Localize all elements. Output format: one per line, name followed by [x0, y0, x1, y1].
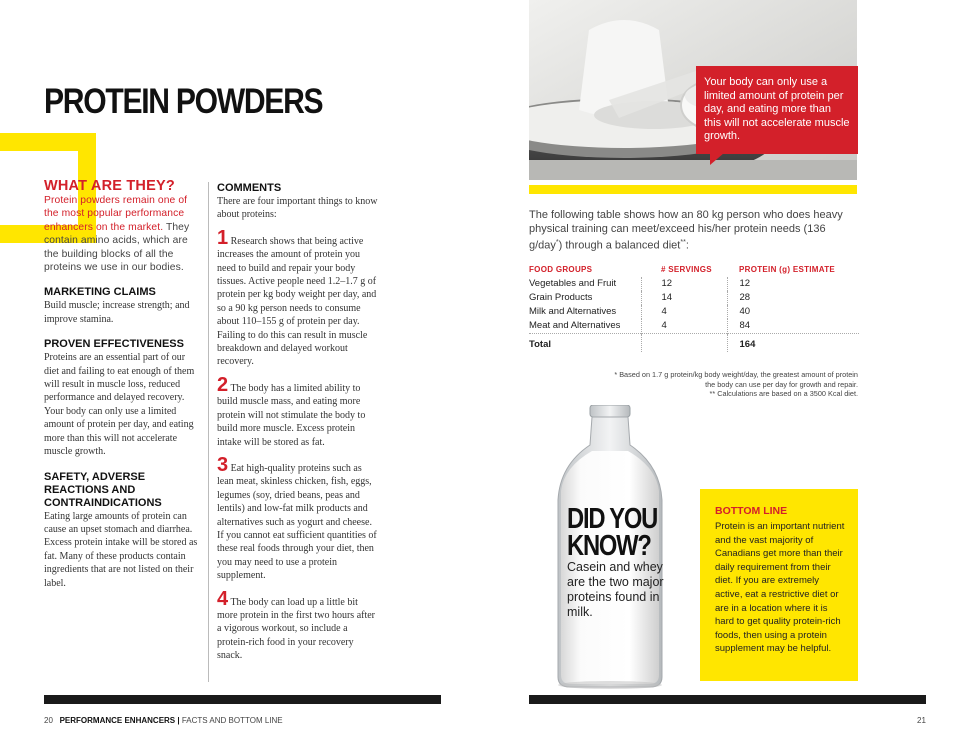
- left-column: [44, 178, 202, 590]
- cell-protein: 84: [727, 319, 859, 334]
- comment-text: Research shows that being active increases the amount of protein you need to build and repair your body tissues. Active people need 1.2–1.7 g of protein per kg body weight per day, and so a 90 kg person needs to consume about 110–155 g of protein per day. Failing to do this can result in muscle breakdown and delayed workout recovery.: [217, 235, 377, 368]
- table-intro-footnote-mark: *: [555, 239, 559, 246]
- did-you-know-line2: KNOW?: [567, 530, 651, 562]
- comment-number: 3: [217, 453, 229, 476]
- proven-effectiveness-heading: PROVEN EFFECTIVENESS: [44, 338, 184, 351]
- header-food-groups: FOOD GROUPS: [529, 265, 593, 274]
- table-row: [529, 305, 859, 319]
- bottom-line-heading: BOTTOM LINE: [715, 505, 788, 517]
- comment-item: [217, 373, 380, 449]
- cell-protein: 12: [727, 277, 859, 291]
- cell-food-group: Milk and Alternatives: [529, 306, 617, 317]
- cell-food-group: Vegetables and Fruit: [529, 278, 617, 289]
- comment-text: The body has a limited ability to build muscle mass, and eating more protein will not stimulate the body to build more muscle. Excess protein intake will be stored as fat.: [217, 382, 366, 448]
- table-intro: [529, 209, 859, 253]
- right-footer-bar: [529, 695, 926, 704]
- cell-servings: 4: [641, 305, 727, 319]
- table-row: [529, 291, 859, 305]
- did-you-know-text: Casein and whey are the two major proteins found in milk.: [567, 560, 664, 619]
- what-are-they-heading: WHAT ARE THEY?: [44, 178, 175, 194]
- cell-food-group: Grain Products: [529, 292, 593, 303]
- comment-item: [217, 587, 380, 663]
- footer-separator: |: [177, 716, 180, 725]
- cell-protein: 28: [727, 291, 859, 305]
- comments-column: [208, 182, 380, 682]
- proven-effectiveness-text: Proteins are an essential part of our diet and failing to eat enough of them will result in muscle loss, reduced performance and delayed recovery. Your body can only use a limited amount of protein per day, and eating more than this will not accelerate muscle growth.: [44, 352, 195, 458]
- page-number-left: 20: [44, 716, 53, 725]
- comments-heading: COMMENTS: [217, 182, 282, 194]
- safety-text: Eating large amounts of protein can cause an upset stomach and diarrhea. Excess protein intake will be stored as fat. Many of these products contain ingredients that are not listed on their label.: [44, 510, 198, 589]
- header-protein-estimate: PROTEIN (g) ESTIMATE: [739, 265, 836, 274]
- footer-section: PERFORMANCE ENHANCERS: [59, 716, 176, 725]
- comment-text: The body can load up a little bit more protein in the first two hours after a vigorous workout, so include a protein-rich food in your recovery snack.: [217, 596, 376, 662]
- left-footer: [44, 716, 283, 725]
- what-are-they-highlight: Protein powders remain one of the most popular performance enhancers on the market.: [44, 195, 188, 233]
- cell-food-group: Meat and Alternatives: [529, 320, 621, 331]
- page-number-right: 21: [917, 716, 926, 725]
- comment-number: 4: [217, 587, 229, 610]
- red-callout-box: Your body can only use a limited amount of protein per day, and eating more than this will not accelerate muscle growth.: [696, 66, 858, 154]
- did-you-know-line1: DID YOU: [567, 503, 658, 535]
- what-are-they-body: They contain amino acids, which are the building blocks of all the proteins we use in our bodies.: [44, 221, 190, 274]
- table-total-row: [529, 334, 859, 353]
- table-row: [529, 319, 859, 334]
- table-intro-text: The following table shows how an 80 kg person who does heavy physical training can meet/exceed his/her protein needs (136 g/day: [529, 209, 843, 252]
- left-footer-bar: [44, 695, 441, 704]
- table-intro-colon: :: [685, 239, 689, 252]
- protein-table: [529, 263, 859, 352]
- callout-tail: [710, 153, 724, 165]
- page-title: PROTEIN POWDERS: [44, 82, 323, 121]
- marketing-claims-heading: MARKETING CLAIMS: [44, 286, 156, 299]
- cell-servings: 12: [641, 277, 727, 291]
- bottom-line-text: Protein is an important nutrient and the vast majority of Canadians get more than their daily requirement from their diet. If you are extremely active, eat a restrictive diet or are in a location where it is hard to get quality protein-rich foods, then using a protein supplement may be helpful.: [715, 521, 845, 655]
- header-servings: # SERVINGS: [661, 265, 712, 274]
- comment-item: [217, 453, 380, 583]
- yellow-divider: [529, 185, 857, 194]
- did-you-know-title: [567, 503, 658, 562]
- comment-number: 1: [217, 226, 229, 249]
- cell-servings: 4: [641, 319, 727, 334]
- comment-number: 2: [217, 373, 229, 396]
- footer-subsection: FACTS AND BOTTOM LINE: [181, 716, 283, 725]
- footnote-1: * Based on 1.7 g protein/kg body weight/day, the greatest amount of protein the body can use per day for growth and repair.: [614, 370, 858, 389]
- what-are-they-text: [44, 194, 202, 274]
- total-label: Total: [529, 334, 641, 353]
- table-header-row: [529, 263, 859, 277]
- comments-intro: There are four important things to know about proteins:: [217, 196, 378, 221]
- table-row: [529, 277, 859, 291]
- total-servings: [641, 334, 727, 353]
- marketing-claims-text: Build muscle; increase strength; and improve stamina.: [44, 300, 190, 325]
- comment-text: Eat high-quality proteins such as lean meat, skinless chicken, fish, eggs, legumes (soy, dried beans, peas and lentils) and low-fat milk products and alternatives such as yogurt and cheese. If you cannot eat sufficient quantities of these real foods through your diet, then you may need to use a protein supplement.: [217, 462, 377, 582]
- cell-servings: 14: [641, 291, 727, 305]
- footnote-2: ** Calculations are based on a 3500 Kcal diet.: [709, 389, 858, 398]
- safety-heading: SAFETY, ADVERSE REACTIONS AND CONTRAINDICATIONS: [44, 470, 162, 509]
- table-intro-text-end: ) through a balanced diet: [558, 239, 681, 252]
- table-intro-footnote-mark-2: **: [680, 239, 686, 246]
- bottom-line-box: [700, 489, 858, 681]
- cell-protein: 40: [727, 305, 859, 319]
- total-protein: 164: [727, 334, 859, 353]
- table-footnotes: [610, 370, 858, 399]
- comment-item: [217, 226, 380, 369]
